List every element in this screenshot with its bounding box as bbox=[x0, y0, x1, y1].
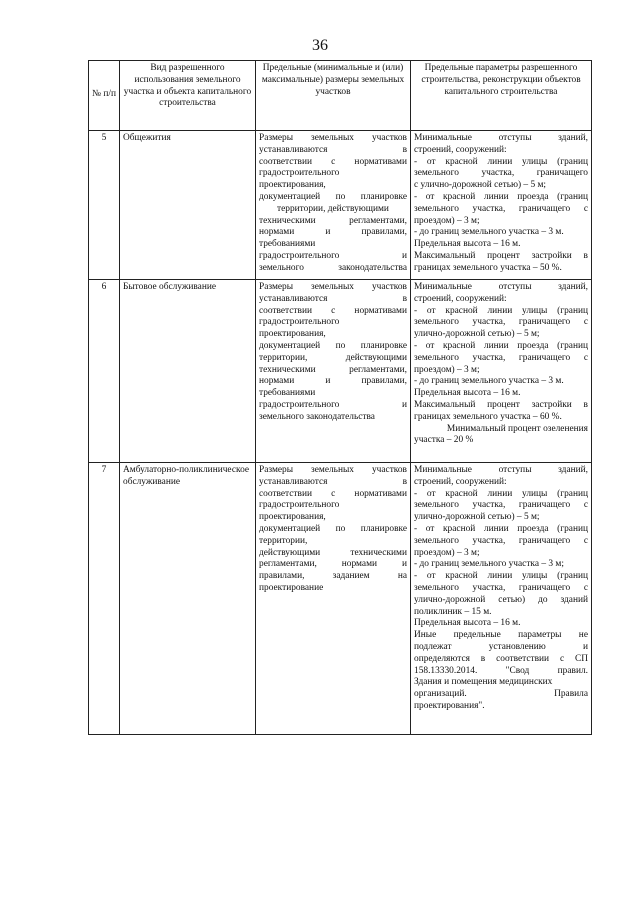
text-line: Предельная высота – 16 м. bbox=[414, 388, 521, 399]
text-line: проездом) – 3 м; bbox=[414, 364, 480, 375]
header-params: Предельные параметры разрешенного строительства, реконструкции объектов капитального строительства bbox=[411, 61, 592, 131]
text-line: - от красной линии проезда (границ bbox=[414, 340, 588, 351]
row-params bbox=[411, 280, 592, 463]
text-line: земельного участка, граничащего с bbox=[414, 203, 588, 214]
page-number: 36 bbox=[312, 37, 328, 54]
text-line: Минимальные отступы зданий, bbox=[414, 465, 588, 475]
text-line: нормами и правилами, bbox=[259, 376, 407, 387]
text-line: земельного законодательства bbox=[259, 262, 407, 273]
text-line: - до границ земельного участка – 3 м. bbox=[414, 227, 564, 238]
text-line: градостроительного bbox=[259, 500, 340, 511]
header-sizes: Предельные (минимальные и (или) максимальные) размеры земельных участков bbox=[256, 61, 411, 131]
text-line: Иные предельные параметры не bbox=[414, 630, 588, 641]
text-line: - от красной линии улицы (границ bbox=[414, 305, 588, 316]
row-num: 5 bbox=[89, 131, 120, 280]
text-line: Размеры земельных участков bbox=[259, 133, 407, 143]
text-line: Максимальный процент застройки в bbox=[414, 250, 588, 261]
text-line: строений, сооружений: bbox=[414, 476, 507, 487]
text-line: - до границ земельного участка – 3 м; bbox=[414, 559, 564, 570]
text-line: документацией по планировке bbox=[259, 340, 407, 351]
row-num: 6 bbox=[89, 280, 120, 463]
row-use: Бытовое обслуживание bbox=[120, 280, 256, 463]
text-line: земельного участка, граничащего bbox=[414, 168, 588, 179]
row-params bbox=[411, 463, 592, 735]
row-sizes bbox=[256, 280, 411, 463]
text-line: градостроительного и bbox=[259, 250, 407, 261]
table-row bbox=[89, 131, 592, 280]
text-line: проездом) – 3 м; bbox=[414, 215, 480, 226]
text-line: земельного участка, граничащего с bbox=[414, 352, 588, 363]
row-use: Общежития bbox=[120, 131, 256, 280]
text-line: градостроительного bbox=[259, 317, 340, 328]
text-line: строений, сооружений: bbox=[414, 144, 507, 155]
text-line: - от красной линии проезда (границ bbox=[414, 523, 588, 534]
text-line: Размеры земельных участков bbox=[259, 465, 407, 475]
text-line: проектирования, bbox=[259, 512, 326, 523]
text-line: - до границ земельного участка – 3 м. bbox=[414, 376, 564, 387]
text-line: устанавливаются в bbox=[259, 144, 407, 155]
text-line: территории, действующими bbox=[259, 352, 407, 363]
text-line: устанавливаются в bbox=[259, 293, 407, 304]
row-sizes bbox=[256, 131, 411, 280]
text-line: Здания и помещения медицинских bbox=[414, 677, 553, 688]
text-line: - от красной линии улицы (границ bbox=[414, 571, 588, 582]
text-line: границах земельного участка – 50 %. bbox=[414, 262, 562, 273]
text-line: соответствии с нормативами bbox=[259, 305, 407, 316]
text-line: границах земельного участка – 60 %. bbox=[414, 411, 562, 422]
text-line: территории, bbox=[259, 535, 308, 546]
text-line: - от красной линии улицы (границ bbox=[414, 488, 588, 499]
table-row bbox=[89, 463, 592, 735]
text-line: регламентами, нормами и bbox=[259, 559, 407, 570]
text-line: соответствии с нормативами bbox=[259, 156, 407, 167]
text-line: территории, действующими bbox=[277, 203, 389, 214]
text-line: градостроительного и bbox=[259, 399, 407, 410]
text-line: - от красной линии проезда (границ bbox=[414, 191, 588, 202]
text-line: техническими регламентами, bbox=[259, 364, 407, 375]
text-line: организаций. Правила bbox=[414, 689, 588, 700]
row-params bbox=[411, 131, 592, 280]
text-line: улично-дорожной сетью) до зданий bbox=[414, 594, 588, 605]
text-line: градостроительного bbox=[259, 168, 340, 179]
text-line: земельного участка, граничащего с bbox=[414, 500, 588, 511]
text-line: подлежат установлению и bbox=[414, 641, 588, 652]
text-line: Предельная высота – 16 м. bbox=[414, 239, 521, 250]
text-line: действующими техническими bbox=[259, 547, 407, 558]
text-line: проектирования". bbox=[414, 700, 485, 711]
text-line: проектирование bbox=[259, 582, 324, 593]
row-sizes bbox=[256, 463, 411, 735]
text-line: проектирования, bbox=[259, 329, 326, 340]
text-line: Размеры земельных участков bbox=[259, 282, 407, 292]
text-line: - от красной линии улицы (границ bbox=[414, 156, 588, 167]
text-line: земельного законодательства bbox=[259, 411, 375, 422]
text-line: требованиями bbox=[259, 388, 316, 399]
text-line: требованиями bbox=[259, 239, 316, 250]
text-line: проездом) – 3 м; bbox=[414, 547, 480, 558]
table-header-row bbox=[89, 61, 592, 131]
text-line: 158.13330.2014. "Свод правил. bbox=[414, 665, 588, 676]
text-line: земельного участка, граничащего с bbox=[414, 317, 588, 328]
text-line: земельного участка, граничащего с bbox=[414, 535, 588, 546]
text-line: правилами, заданием на bbox=[259, 571, 407, 582]
text-line: с улично-дорожной сетью) – 5 м; bbox=[414, 180, 547, 191]
text-line: улично-дорожной сетью) – 5 м; bbox=[414, 512, 540, 523]
text-line: определяются в соответствии с СП bbox=[414, 653, 588, 664]
row-num: 7 bbox=[89, 463, 120, 735]
text-line: строений, сооружений: bbox=[414, 293, 507, 304]
header-num: № п/п bbox=[89, 61, 120, 131]
text-line: Минимальные отступы зданий, bbox=[414, 133, 588, 143]
text-line: улично-дорожной сетью) – 5 м; bbox=[414, 329, 540, 340]
text-line: земельного участка, граничащего с bbox=[414, 582, 588, 593]
text-line: устанавливаются в bbox=[259, 476, 407, 487]
table-row bbox=[89, 280, 592, 463]
text-line: документацией по планировке bbox=[259, 523, 407, 534]
text-line: Максимальный процент застройки в bbox=[414, 399, 588, 410]
text-line: Минимальный процент озеленения bbox=[446, 423, 588, 434]
text-line: техническими регламентами, bbox=[259, 215, 407, 226]
text-line: нормами и правилами, bbox=[259, 227, 407, 238]
text-line: поликлиник – 15 м. bbox=[414, 606, 492, 617]
text-line: соответствии с нормативами bbox=[259, 488, 407, 499]
text-line: документацией по планировке bbox=[259, 191, 407, 202]
zoning-table bbox=[88, 60, 592, 735]
row-use: Амбулаторно-поликлиническое обслуживание bbox=[120, 463, 256, 735]
text-line: проектирования, bbox=[259, 180, 326, 191]
text-line: участка – 20 % bbox=[414, 435, 474, 446]
text-line: Минимальные отступы зданий, bbox=[414, 282, 588, 292]
header-use: Вид разрешенного использования земельного участка и объекта капитального строительства bbox=[120, 61, 256, 131]
text-line: Предельная высота – 16 м. bbox=[414, 618, 521, 629]
